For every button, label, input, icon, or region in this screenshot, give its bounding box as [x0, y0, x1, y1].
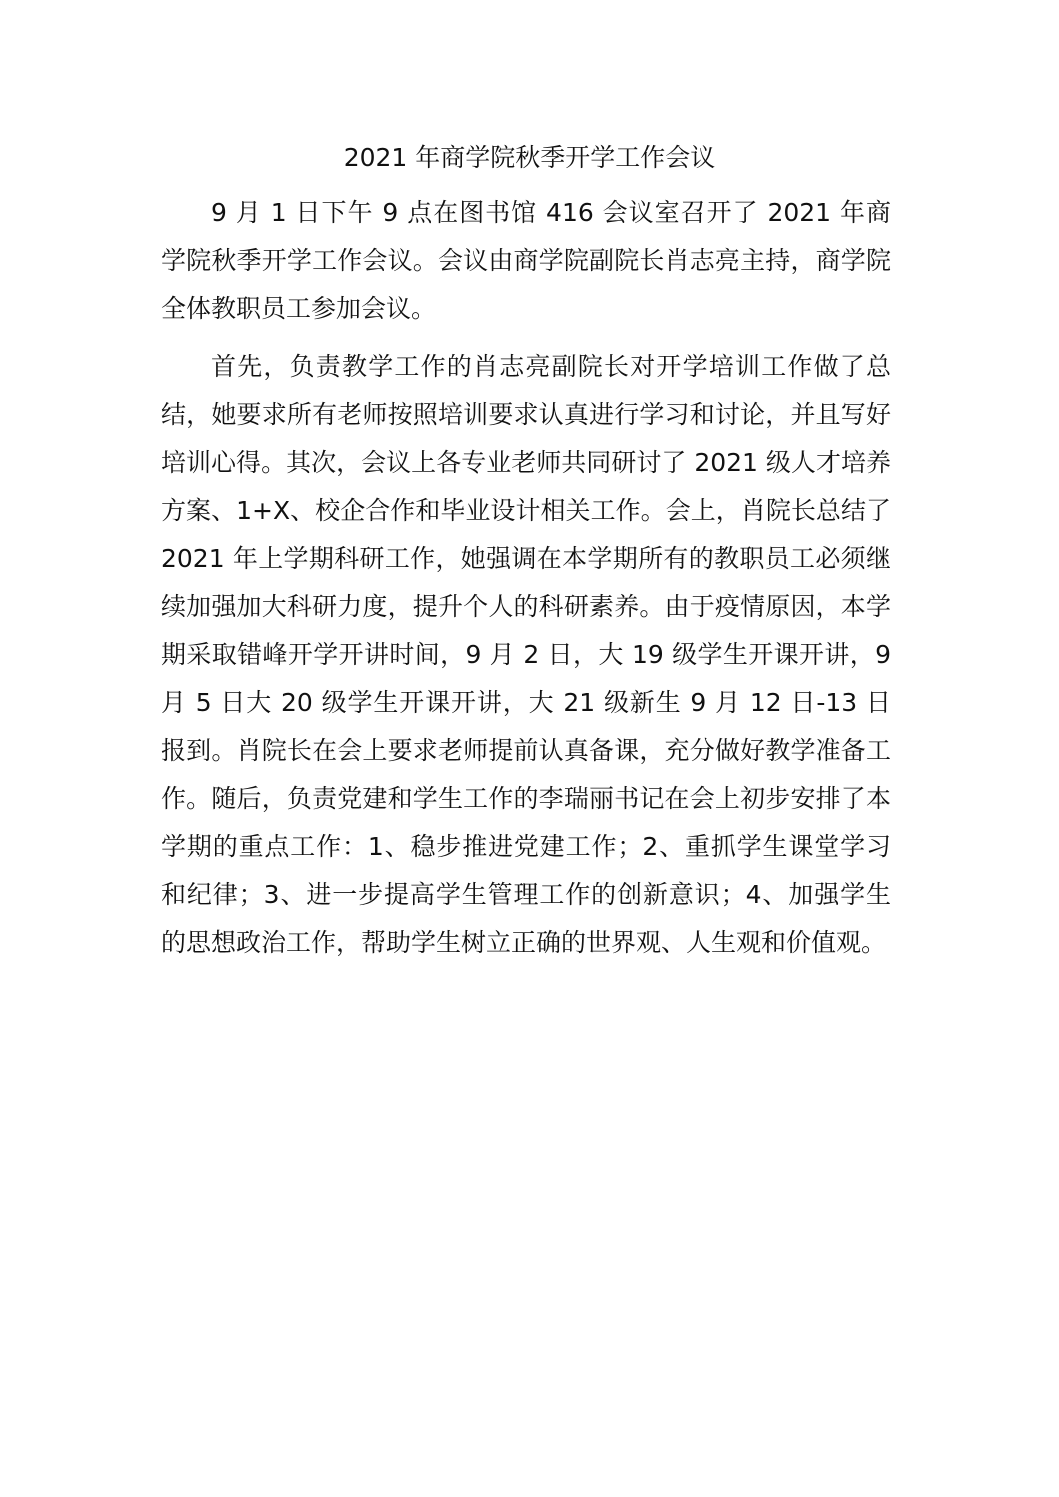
document-body — [161, 189, 891, 967]
paragraph-meeting-intro: 9 月 1 日下午 9 点在图书馆 416 会议室召开了 2021 年商学院秋季开学工作会议。会议由商学院副院长肖志亮主持，商学院全体教职员工参加会议。 — [161, 198, 891, 323]
document-title: 2021 年商学院秋季开学工作会议 — [343, 143, 716, 172]
paragraph-meeting-details: 首先，负责教学工作的肖志亮副院长对开学培训工作做了总结，她要求所有老师按照培训要求认真进行学习和讨论，并且写好培训心得。其次，会议上各专业老师共同研讨了 2021 级人才培养方案、1+X、校企合作和毕业设计相关工作。会上，肖院长总结了 2021 年上学期科研工作，她强调在本学期所有的教职员工必须继续加强加大科研力度，提升个人的科研素养。由于疫情原因，本学期采取错峰开学开讲时间，9 月 2 日，大 19 级学生开课开讲，9 月 5 日大 20 级学生开课开讲，大 21 级新生 9 月 12 日-13 日报到。肖院长在会上要求老师提前认真备课，充分做好教学准备工作。随后，负责党建和学生工作的李瑞丽书记在会上初步安排了本学期的重点工作：1、稳步推进党建工作；2、重抓学生课堂学习和纪律；3、进一步提高学生管理工作的创新意识；4、加强学生的思想政治工作，帮助学生树立正确的世界观、人生观和价值观。 — [161, 352, 891, 957]
